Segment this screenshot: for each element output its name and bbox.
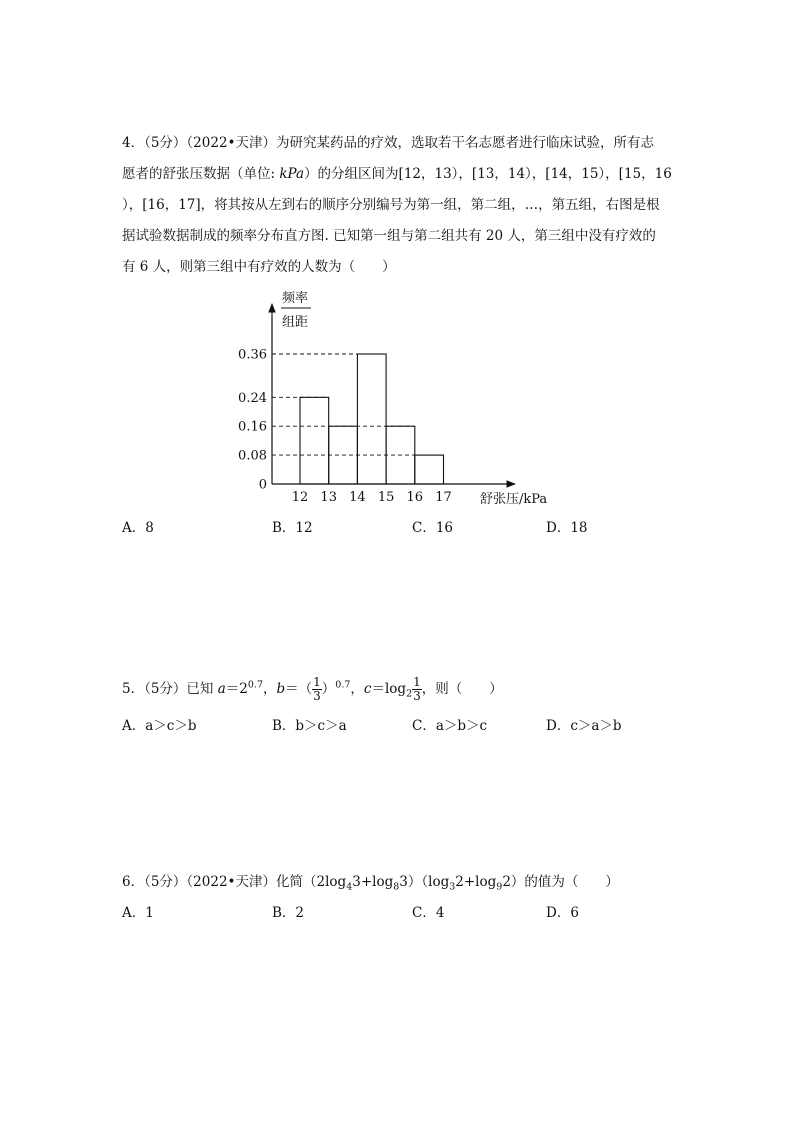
x-tick-label: 14 bbox=[349, 490, 366, 505]
y-axis-label-bottom: 组距 bbox=[282, 315, 309, 330]
q6-log-base: 4 bbox=[346, 881, 353, 893]
y-tick-label: 0.16 bbox=[238, 419, 267, 435]
q5-b-close: ） bbox=[321, 681, 336, 697]
q6-stem bbox=[122, 872, 619, 892]
y-axis-label-top: 频率 bbox=[282, 291, 309, 306]
q5-a-exponent: 0.7 bbox=[247, 679, 263, 691]
x-tick-label: 16 bbox=[406, 490, 424, 505]
q5-option-c[interactable]: C．a＞b＞c bbox=[412, 718, 488, 734]
q4-stem-text: 愿者的舒张压数据（单位: bbox=[122, 166, 280, 182]
x-tick-label: 17 bbox=[435, 490, 452, 505]
q5-prefix: 5．（5分）已知 bbox=[122, 681, 218, 697]
q6-log-base: 8 bbox=[393, 881, 400, 893]
q4-option-b[interactable]: B．12 bbox=[272, 520, 313, 536]
y-tick-label: 0.36 bbox=[238, 347, 267, 363]
q4-stem-text: ）的分组区间为[12，13），[13，14），[14，15），[15，16 bbox=[304, 166, 672, 182]
q5-b-exponent: 0.7 bbox=[335, 679, 351, 691]
q6-text: 3+log bbox=[352, 874, 394, 890]
q5-fraction-one-third bbox=[312, 676, 322, 703]
q4-option-c[interactable]: C．16 bbox=[412, 520, 454, 536]
q5-stem bbox=[122, 676, 503, 703]
histogram-bar bbox=[415, 455, 444, 484]
frequency-histogram bbox=[230, 282, 570, 512]
q5-option-d[interactable]: D．c＞a＞b bbox=[546, 718, 622, 734]
q6-text: 2）的值为（ ） bbox=[502, 874, 619, 890]
x-tick-label: 15 bbox=[377, 490, 395, 505]
q5-log-frac-den: 3 bbox=[413, 689, 421, 703]
x-axis-label: 舒张压/kPa bbox=[480, 492, 548, 507]
q5-frac-num: 1 bbox=[313, 675, 321, 689]
q6-option-c[interactable]: C．4 bbox=[412, 905, 445, 921]
q5-sep: ， bbox=[350, 681, 364, 697]
q5-suffix: ，则（ ） bbox=[421, 681, 503, 697]
q5-b-eq: ＝（ bbox=[285, 681, 313, 697]
q6-log-base: 9 bbox=[496, 881, 503, 893]
q6-text: 6．（5分）（2022•天津）化简（2log bbox=[122, 874, 347, 890]
q4-option-a[interactable]: A．8 bbox=[122, 520, 154, 536]
q5-log-frac-num: 1 bbox=[413, 675, 421, 689]
x-tick-label: 12 bbox=[291, 490, 309, 505]
y-tick-label: 0 bbox=[258, 477, 267, 493]
q4-stem-line2 bbox=[122, 164, 672, 184]
q4-option-d[interactable]: D．18 bbox=[546, 520, 588, 536]
q5-var-c: c bbox=[363, 681, 372, 697]
q5-frac-den: 3 bbox=[313, 689, 321, 703]
q6-option-a[interactable]: A．1 bbox=[122, 905, 154, 921]
q6-option-b[interactable]: B．2 bbox=[272, 905, 305, 921]
y-tick-label: 0.08 bbox=[238, 448, 267, 464]
x-tick-label: 13 bbox=[320, 490, 337, 505]
q5-sep: ， bbox=[263, 681, 277, 697]
q4-unit: kPa bbox=[279, 166, 305, 182]
q5-var-a: a bbox=[217, 681, 226, 697]
q4-stem-line3: ），[16，17]，将其按从左到右的顺序分别编号为第一组，第二组，…，第五组，右图是根 bbox=[122, 197, 660, 213]
histogram-bar bbox=[357, 354, 386, 484]
q5-a-eq: ＝2 bbox=[225, 681, 248, 697]
q6-option-d[interactable]: D．6 bbox=[546, 905, 579, 921]
y-tick-label: 0.24 bbox=[238, 390, 267, 406]
q6-text: 2+log bbox=[455, 874, 497, 890]
q5-option-a[interactable]: A．a＞c＞b bbox=[122, 718, 197, 734]
q4-stem-line4: 据试验数据制成的频率分布直方图. 已知第一组与第二组共有 20 人，第三组中没有疗效的 bbox=[122, 228, 656, 244]
q4-stem-line1: 4．（5分）（2022•天津）为研究某药品的疗效，选取若干名志愿者进行临床试验，所有志 bbox=[122, 135, 654, 151]
histogram-bar bbox=[300, 397, 329, 484]
q5-log-base: 2 bbox=[406, 688, 413, 700]
q6-log-base: 3 bbox=[449, 881, 456, 893]
q5-c-eq: ＝log bbox=[371, 681, 407, 697]
q6-text: 3）（log bbox=[399, 874, 450, 890]
q5-option-b[interactable]: B．b＞c＞a bbox=[272, 718, 347, 734]
q5-var-b: b bbox=[276, 681, 286, 697]
q5-log-fraction bbox=[412, 676, 422, 703]
q4-stem-line5: 有 6 人，则第三组中有疗效的人数为（ ） bbox=[122, 259, 396, 275]
